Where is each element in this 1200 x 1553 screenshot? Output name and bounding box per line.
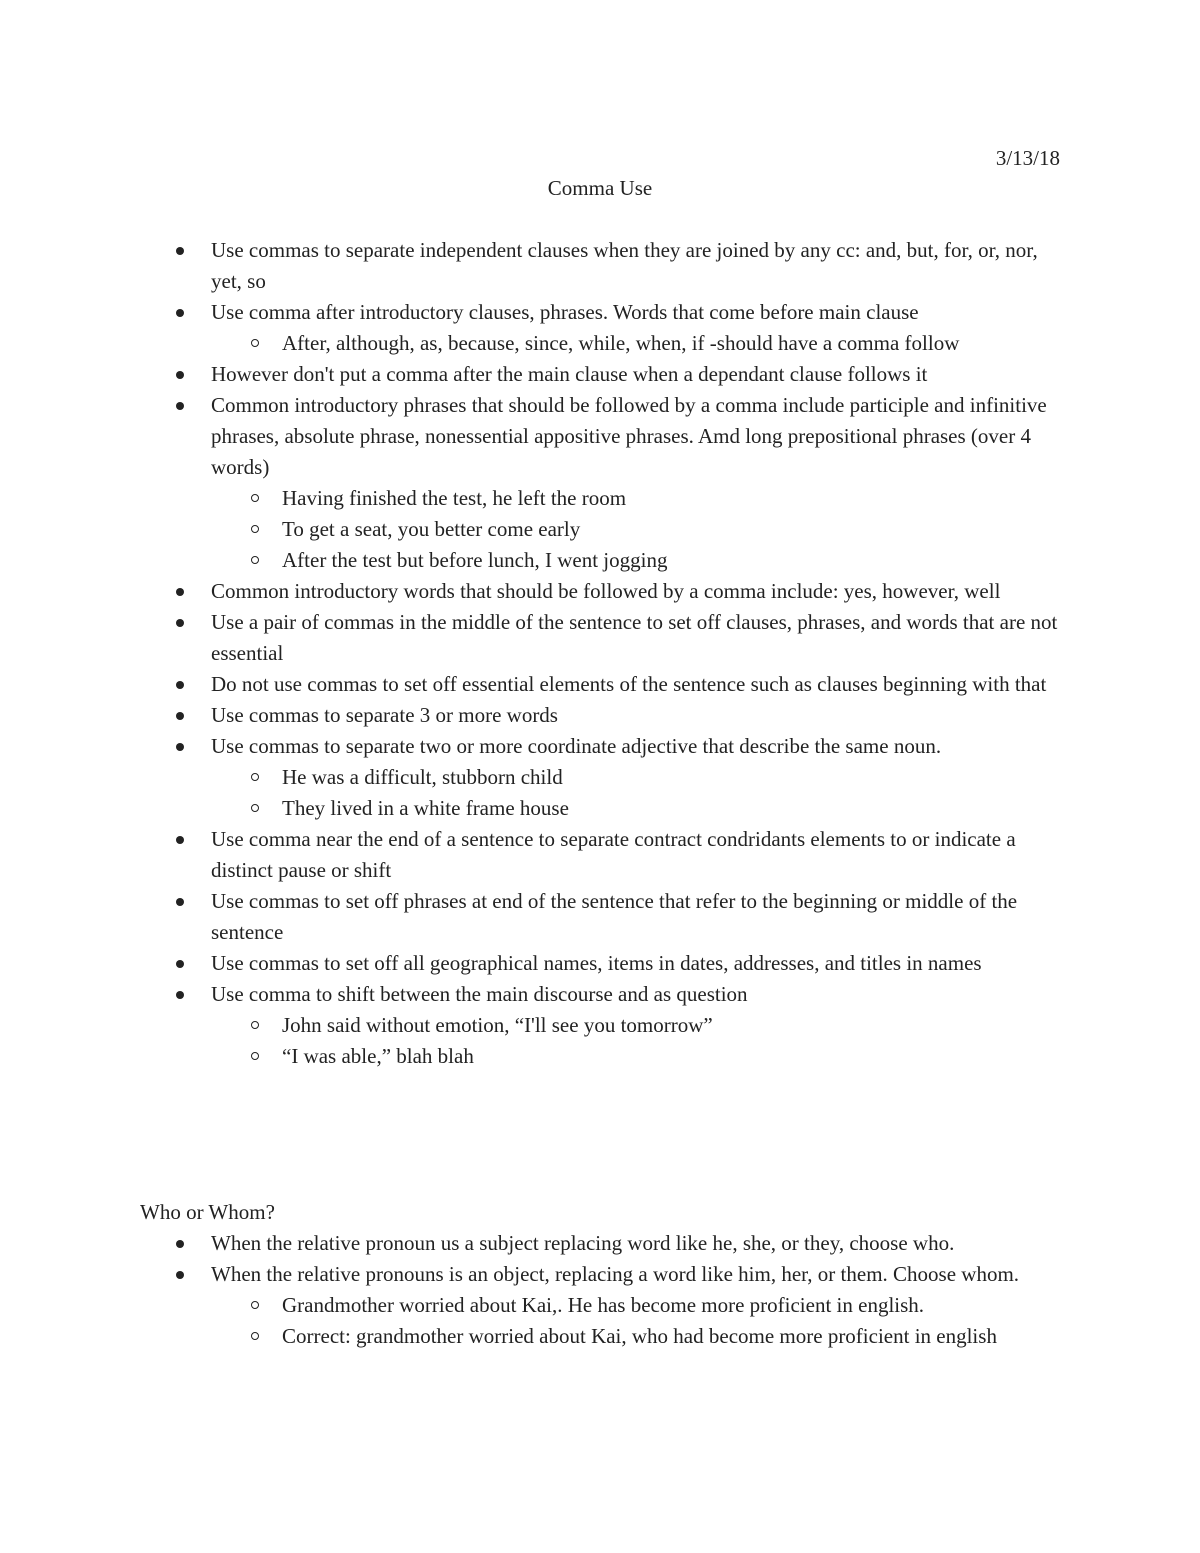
sub-list-item xyxy=(0,1010,1200,1041)
list-item-text: Use commas to set off all geographical names, items in dates, addresses, and titles in names xyxy=(211,951,982,975)
list-item-text: Use a pair of commas in the middle of the sentence to set off clauses, phrases, and words that are not essential xyxy=(211,610,1058,665)
filled-circle-bullet-icon xyxy=(176,991,184,999)
sub-list-item xyxy=(0,1290,1200,1321)
document-date: 3/13/18 xyxy=(995,146,1060,170)
who-or-whom-section xyxy=(0,1228,1200,1352)
sub-list-item xyxy=(0,328,1200,359)
list-item xyxy=(0,359,1200,390)
sub-list-item xyxy=(0,1041,1200,1072)
list-item-text: Use commas to set off phrases at end of the sentence that refer to the beginning or middle of the sentence xyxy=(211,889,1018,944)
hollow-circle-bullet-icon xyxy=(251,1052,259,1060)
sub-list-item xyxy=(0,1321,1200,1352)
list-item-text: Having finished the test, he left the room xyxy=(282,486,627,510)
list-item xyxy=(0,948,1200,979)
filled-circle-bullet-icon xyxy=(176,1240,184,1248)
list-item xyxy=(0,235,1200,297)
filled-circle-bullet-icon xyxy=(176,743,184,751)
comma-use-list xyxy=(0,235,1200,1072)
hollow-circle-bullet-icon xyxy=(251,773,259,781)
list-item-text: Correct: grandmother worried about Kai, who had become more proficient in english xyxy=(282,1324,997,1348)
list-item-text: Use comma after introductory clauses, phrases. Words that come before main clause xyxy=(211,300,919,324)
hollow-circle-bullet-icon xyxy=(251,494,259,502)
list-item-text: To get a seat, you better come early xyxy=(282,517,581,541)
filled-circle-bullet-icon xyxy=(176,960,184,968)
list-item-text: “I was able,” blah blah xyxy=(282,1044,474,1068)
hollow-circle-bullet-icon xyxy=(251,556,259,564)
list-item-text: Grandmother worried about Kai,. He has become more proficient in english. xyxy=(282,1293,925,1317)
filled-circle-bullet-icon xyxy=(176,1271,184,1279)
who-or-whom-list xyxy=(0,1228,1200,1352)
list-item xyxy=(0,297,1200,328)
filled-circle-bullet-icon xyxy=(176,371,184,379)
list-item-text: When the relative pronouns is an object, replacing a word like him, her, or them. Choose whom. xyxy=(211,1262,1020,1286)
list-item-text: Use comma to shift between the main discourse and as question xyxy=(211,982,748,1006)
list-item xyxy=(0,669,1200,700)
filled-circle-bullet-icon xyxy=(176,619,184,627)
filled-circle-bullet-icon xyxy=(176,247,184,255)
hollow-circle-bullet-icon xyxy=(251,1332,259,1340)
hollow-circle-bullet-icon xyxy=(251,339,259,347)
sub-list-item xyxy=(0,483,1200,514)
document-title: Comma Use xyxy=(547,176,653,200)
who-or-whom-heading: Who or Whom? xyxy=(140,1200,275,1224)
list-item-text: However don't put a comma after the main clause when a dependant clause follows it xyxy=(211,362,928,386)
list-item-text: Use commas to separate two or more coordinate adjective that describe the same noun. xyxy=(211,734,942,758)
filled-circle-bullet-icon xyxy=(176,402,184,410)
filled-circle-bullet-icon xyxy=(176,898,184,906)
hollow-circle-bullet-icon xyxy=(251,804,259,812)
sub-list-item xyxy=(0,762,1200,793)
list-item xyxy=(0,700,1200,731)
filled-circle-bullet-icon xyxy=(176,681,184,689)
list-item-text: He was a difficult, stubborn child xyxy=(282,765,563,789)
list-item xyxy=(0,886,1200,948)
sub-list-item xyxy=(0,545,1200,576)
list-item xyxy=(0,1228,1200,1259)
filled-circle-bullet-icon xyxy=(176,836,184,844)
list-item-text: They lived in a white frame house xyxy=(282,796,569,820)
filled-circle-bullet-icon xyxy=(176,309,184,317)
list-item-text: John said without emotion, “I'll see you tomorrow” xyxy=(282,1013,713,1037)
list-item-text: When the relative pronoun us a subject replacing word like he, she, or they, choose who. xyxy=(211,1231,955,1255)
filled-circle-bullet-icon xyxy=(176,712,184,720)
list-item xyxy=(0,1259,1200,1290)
list-item-text: After the test but before lunch, I went jogging xyxy=(282,548,668,572)
list-item-text: Common introductory words that should be followed by a comma include: yes, however, well xyxy=(211,579,1001,603)
list-item xyxy=(0,731,1200,762)
list-item xyxy=(0,979,1200,1010)
filled-circle-bullet-icon xyxy=(176,588,184,596)
list-item xyxy=(0,824,1200,886)
hollow-circle-bullet-icon xyxy=(251,1301,259,1309)
list-item xyxy=(0,607,1200,669)
list-item-text: Use comma near the end of a sentence to separate contract condridants elements to or indicate a distinct pause or shift xyxy=(211,827,1016,882)
hollow-circle-bullet-icon xyxy=(251,525,259,533)
list-item-text: Use commas to separate independent clauses when they are joined by any cc: and, but, for, or, nor, yet, so xyxy=(211,238,1038,293)
list-item-text: Do not use commas to set off essential elements of the sentence such as clauses beginning with that xyxy=(211,672,1047,696)
list-item-text: Use commas to separate 3 or more words xyxy=(211,703,558,727)
list-item xyxy=(0,576,1200,607)
list-item-text: After, although, as, because, since, while, when, if -should have a comma follow xyxy=(282,331,960,355)
comma-use-section xyxy=(0,235,1200,1072)
sub-list-item xyxy=(0,793,1200,824)
list-item xyxy=(0,390,1200,483)
hollow-circle-bullet-icon xyxy=(251,1021,259,1029)
list-item-text: Common introductory phrases that should be followed by a comma include participle and infinitive phrases, absolute phrase, nonessential appositive phrases. Amd long prepositional phrases (over 4 words) xyxy=(211,393,1047,479)
sub-list-item xyxy=(0,514,1200,545)
